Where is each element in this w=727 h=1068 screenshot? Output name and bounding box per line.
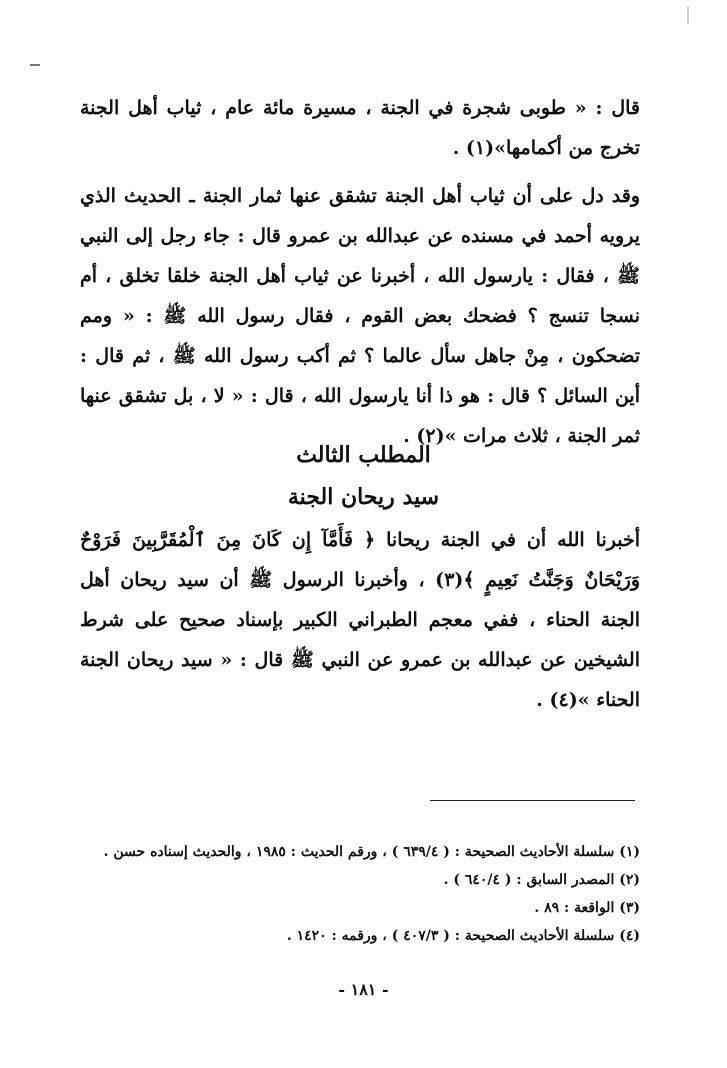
paragraph-rayhan — [80, 520, 640, 720]
footnote-2: (٢) المصدر السابق : ( ٦٤٠/٤ ) . — [443, 872, 640, 888]
paragraph-hadith-tuba — [80, 88, 640, 168]
paragraph-text: وقد دل على أن ثياب أهل الجنة تشقق عنها ثمار الجنة ـ الحديث الذي يرويه أحمد في مسنده عن عبدالله بن عمرو قال : جاء رجل إلى النبي ﷺ ، فقال : يارسول الله ، أخبرنا عن ثياب أهل الجنة خلقا تخلق ، أم نسجا تنسج ؟ فضحك بعض القوم ، فقال رسول الله ﷺ : « ومم تضحكون ، مِنْ جاهل سأل عالما ؟ ثم أكب رسول الله ﷺ ، ثم قال : أين السائل ؟ قال : هو ذا أنا يارسول الله ، قال : « لا ، بل تشقق عنها ثمر الجنة ، ثلاث مرات »(٢) . — [80, 185, 640, 447]
margin-mark — [30, 64, 40, 66]
paragraph-text: أخبرنا الله أن في الجنة ريحانا ﴿ فَأَمَّآ إِن كَانَ مِنَ ٱلْمُقَرَّبِينَ فَرَوْحٌ وَرَيْحَانٌ وَجَنَّتُ نَعِيمٍ ﴾(٣) ، وأخبرنا الرسول ﷺ أن سيد ريحان أهل الجنة الحناء ، ففي معجم الطبراني الكبير بإسناد صحيح على شرط الشيخين عن عبدالله بن عمرو عن النبي ﷺ قال : « سيد ريحان الجنة الحناء »(٤) . — [80, 529, 641, 711]
paragraph-hadith-clothes — [80, 176, 640, 456]
footnote-3: (٣) الواقعة : ٨٩ . — [534, 900, 640, 916]
footnote-1: (١) سلسلة الأحاديث الصحيحة : ( ٦٣٩/٤ ) ، ورقم الحديث : ١٩٨٥ ، والحديث إسناده حسن . — [103, 844, 640, 860]
section-subtitle: سيد ريحان الجنة — [287, 484, 440, 510]
footnote-4: (٤) سلسلة الأحاديث الصحيحة : ( ٤٠٧/٣ ) ، ورقمه : ١٤٢٠ . — [286, 928, 640, 944]
section-title: المطلب الثالث — [296, 442, 431, 468]
footnote-divider — [430, 800, 635, 801]
corner-mark — [687, 6, 689, 24]
footnotes — [80, 838, 640, 950]
page-number: - ١٨١ - — [338, 980, 389, 999]
paragraph-text: قال : « طوبى شجرة في الجنة ، مسيرة مائة عام ، ثياب أهل الجنة تخرج من أكمامها»(١) . — [80, 97, 640, 159]
